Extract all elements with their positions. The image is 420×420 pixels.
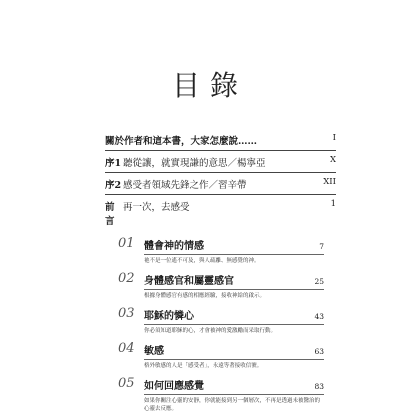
chapter-title: 身體感官和屬靈感官 — [144, 276, 234, 287]
chapter-rule — [144, 254, 324, 255]
chapter-page: 7 — [319, 242, 324, 251]
chapter-list — [118, 237, 324, 420]
front-matter-page: X — [329, 155, 336, 165]
front-matter-item[interactable] — [105, 177, 336, 194]
front-matter-divider — [105, 150, 336, 151]
chapter-entry[interactable] — [118, 237, 324, 265]
front-matter-page: 1 — [330, 199, 336, 209]
chapter-number: 03 — [118, 306, 135, 321]
chapter-page: 63 — [314, 347, 324, 356]
chapter-description: 格外敏感的人是「感受者」，永遠等著接收信號。 — [144, 363, 263, 369]
chapter-rule — [144, 394, 324, 395]
front-matter-list — [105, 133, 336, 227]
chapter-page: 25 — [314, 277, 324, 286]
chapter-rule — [144, 289, 324, 290]
chapter-rule — [144, 324, 324, 325]
chapter-title: 體會神的情感 — [144, 241, 204, 252]
front-matter-label: 前言 — [105, 202, 115, 227]
chapter-rule — [144, 359, 324, 360]
page-title: 目錄 — [171, 69, 248, 102]
chapter-description: 根據身體感官有感的相應經驗，接收神給的啟示。 — [144, 293, 266, 299]
front-matter-page: XII — [323, 177, 336, 187]
front-matter-divider — [105, 172, 336, 173]
chapter-description: 祂不是一位遙不可及，與人疏離、無感覺的神。 — [144, 258, 260, 264]
front-matter-divider — [105, 194, 336, 195]
front-matter-text: 感受者領域先鋒之作／習辛帶 — [123, 180, 247, 191]
front-matter-item[interactable] — [105, 133, 336, 150]
chapter-description: 你必須知道耶穌的心，才會被神的愛激勵而采取行動。 — [144, 328, 277, 334]
chapter-entry[interactable] — [118, 307, 324, 335]
front-matter-item[interactable] — [105, 155, 336, 172]
front-matter-text: 關於作者和這本書，大家怎麼說…… — [105, 136, 258, 147]
chapter-number: 04 — [118, 341, 135, 356]
chapter-entry[interactable] — [118, 342, 324, 370]
front-matter-label: 序1 — [105, 158, 122, 169]
chapter-entry[interactable] — [118, 272, 324, 300]
chapter-page: 83 — [314, 382, 324, 391]
chapter-title: 如何回應感覺 — [144, 381, 204, 392]
front-matter-text: 聽從讓，就實現謙的意思／楊寧亞 — [123, 158, 266, 169]
front-matter-item[interactable] — [105, 199, 336, 227]
chapter-description: 如果你關注心靈的安靜，你就能接到另一個層次，不再是透過未被醫治的心靈去反應。 — [144, 398, 321, 412]
front-matter-label: 序2 — [105, 180, 122, 191]
chapter-title: 敏感 — [144, 346, 164, 357]
front-matter-text: 再一次，去感受 — [123, 202, 190, 213]
chapter-number: 05 — [118, 376, 135, 391]
chapter-number: 02 — [118, 271, 135, 286]
chapter-number: 01 — [118, 236, 135, 251]
chapter-entry[interactable] — [118, 377, 324, 413]
front-matter-page: I — [332, 133, 336, 143]
chapter-page: 43 — [314, 312, 324, 321]
chapter-title: 耶穌的憐心 — [144, 311, 194, 322]
